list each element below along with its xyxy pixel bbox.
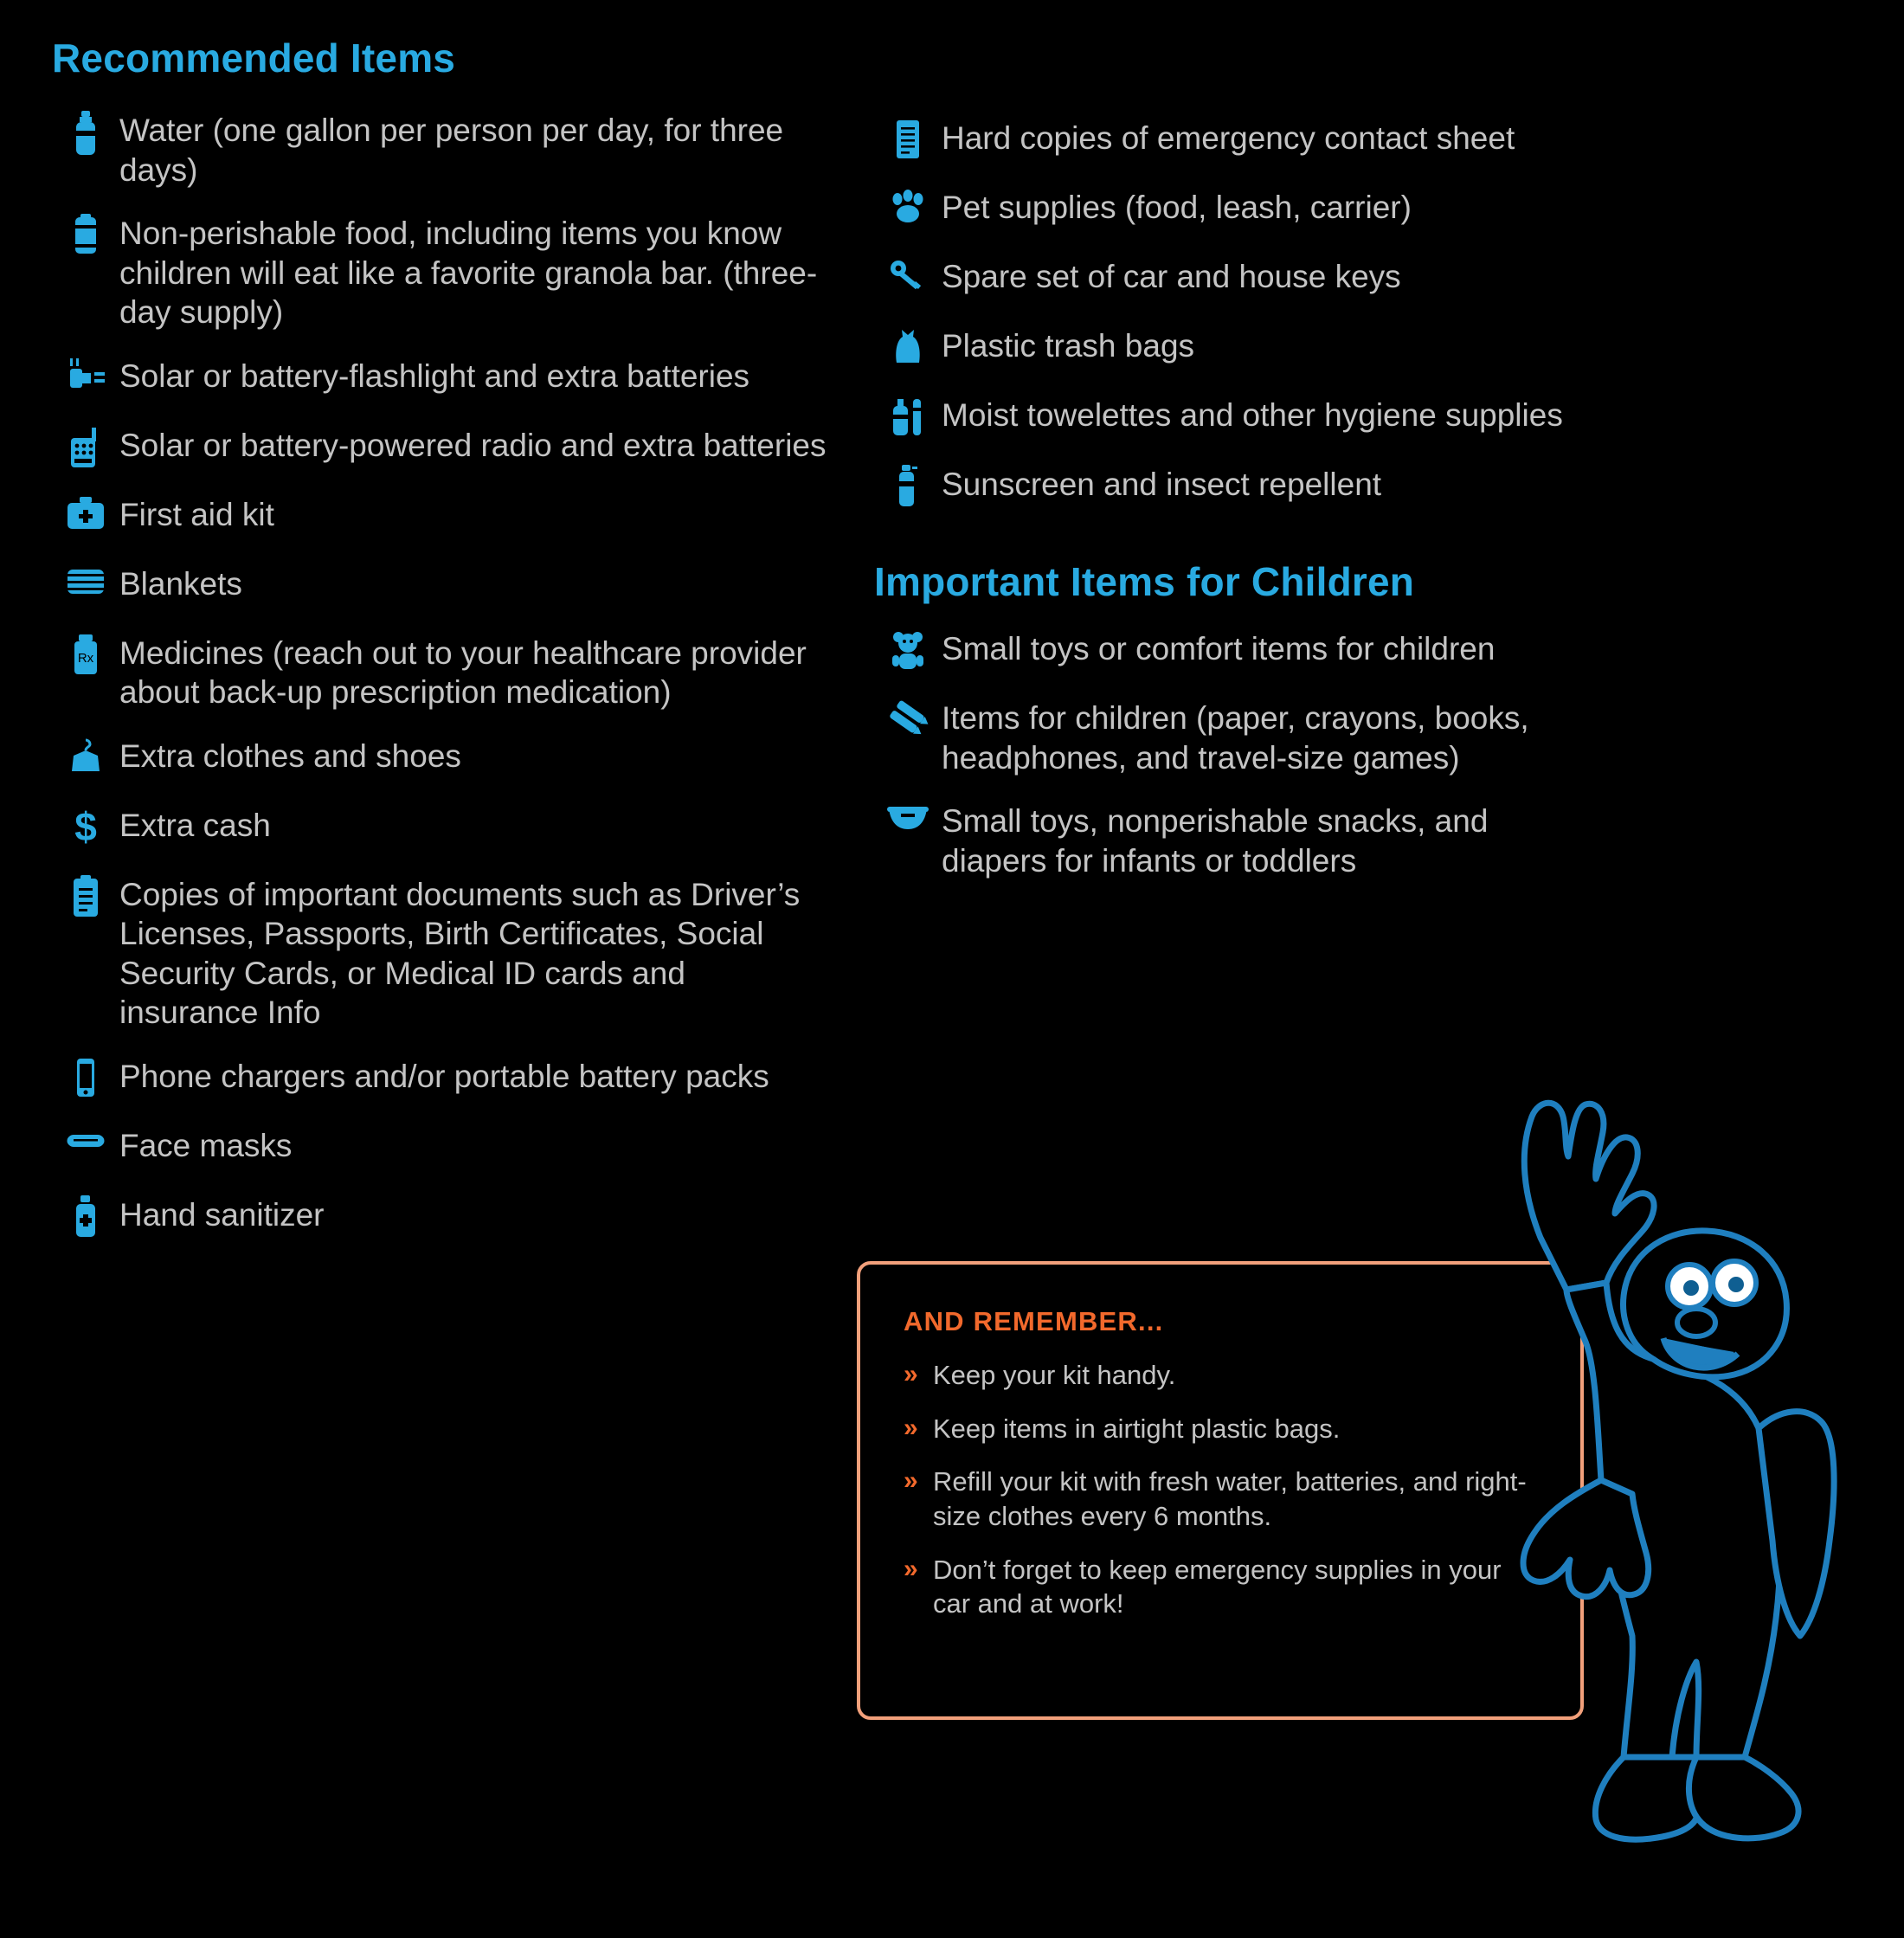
- list-item: [52, 563, 831, 609]
- list-item: [52, 355, 831, 402]
- key-icon: [874, 255, 942, 302]
- list-item: [52, 424, 831, 471]
- item-label: Small toys, nonperishable snacks, and diapers for infants or toddlers: [942, 803, 1489, 879]
- list-item: [52, 109, 831, 190]
- item-label: Sunscreen and insect repellent: [942, 467, 1382, 502]
- blanket-icon: [52, 563, 119, 609]
- remember-item-label: Don’t forget to keep emergency supplies in your car and at work!: [933, 1554, 1502, 1619]
- list-item: [52, 493, 831, 540]
- documents-clipboard-icon: [52, 873, 119, 920]
- face-mask-icon: [52, 1124, 119, 1171]
- list-item: [52, 1194, 831, 1240]
- trash-bag-icon: [874, 325, 942, 371]
- canned-food-icon: [52, 212, 119, 259]
- right-items-column: [874, 117, 1592, 903]
- item-label: Solar or battery-flashlight and extra batteries: [119, 357, 750, 394]
- remember-item-label: Refill your kit with fresh water, batteries, and right-size clothes every 6 months.: [933, 1466, 1527, 1532]
- remember-item-label: Keep your kit handy.: [933, 1360, 1176, 1390]
- item-label: Water (one gallon per person per day, for three days): [119, 113, 784, 188]
- svg-text:$: $: [74, 805, 97, 847]
- chevron-right-icon: »: [904, 1466, 918, 1496]
- item-label: Plastic trash bags: [942, 328, 1195, 364]
- crayons-icon: [874, 697, 942, 744]
- list-item: [874, 800, 1592, 880]
- recommended-items-list-right: [874, 117, 1592, 510]
- phone-charger-icon: [52, 1055, 119, 1102]
- list-item: [52, 632, 831, 712]
- list-item: [874, 394, 1592, 441]
- document-sheet-icon: [874, 117, 942, 164]
- item-label: Solar or battery-powered radio and extra batteries: [119, 427, 827, 463]
- spray-bottle-icon: [874, 463, 942, 510]
- recommended-items-list: [52, 109, 831, 1240]
- item-label: Extra clothes and shoes: [119, 737, 461, 774]
- water-bottle-icon: [52, 109, 119, 156]
- list-item: [874, 186, 1592, 233]
- item-label: Pet supplies (food, leash, carrier): [942, 190, 1412, 225]
- medicine-bottle-icon: [52, 632, 119, 679]
- list-item: [52, 1055, 831, 1102]
- hand-sanitizer-icon: [52, 1194, 119, 1240]
- paw-print-icon: [874, 186, 942, 233]
- list-item: [52, 804, 831, 851]
- clothes-hanger-icon: [52, 735, 119, 782]
- item-label: Items for children (paper, crayons, books, headphones, and travel-size games): [942, 700, 1529, 776]
- item-label: Copies of important documents such as Driver’s Licenses, Passports, Birth Certificates, Social Security Cards, or Medical ID cards and insurance Info: [119, 876, 801, 1030]
- item-label: Moist towelettes and other hygiene supplies: [942, 397, 1563, 433]
- children-items-list: [874, 628, 1592, 880]
- svg-text:Rx: Rx: [77, 650, 94, 666]
- torn-edge-decoration: [0, 1886, 1255, 1938]
- item-label: Non-perishable food, including items you know children will eat like a favorite granola bar. (three-day supply): [119, 216, 818, 330]
- chevron-right-icon: »: [904, 1413, 918, 1442]
- first-aid-kit-icon: [52, 493, 119, 540]
- dollar-sign-icon: [52, 804, 119, 851]
- remember-title: AND REMEMBER...: [904, 1306, 1164, 1336]
- list-item: [874, 117, 1592, 164]
- list-item: [874, 255, 1592, 302]
- list-item: [52, 873, 831, 1033]
- item-label: Medicines (reach out to your healthcare provider about back-up prescription medication): [119, 634, 807, 710]
- chevron-right-icon: »: [904, 1360, 918, 1388]
- item-label: Hand sanitizer: [119, 1196, 325, 1233]
- item-label: Blankets: [119, 565, 242, 602]
- flashlight-icon: [52, 355, 119, 402]
- list-item: [874, 463, 1592, 510]
- item-label: Extra cash: [119, 807, 271, 843]
- recommended-items-column: [52, 35, 831, 1263]
- item-label: First aid kit: [119, 496, 274, 532]
- item-label: Face masks: [119, 1127, 293, 1163]
- diaper-icon: [874, 800, 942, 847]
- list-item: [52, 212, 831, 332]
- list-item: [874, 325, 1592, 371]
- item-label: Hard copies of emergency contact sheet: [942, 120, 1515, 156]
- list-item: [52, 1124, 831, 1171]
- radio-icon: [52, 424, 119, 471]
- list-item: [874, 697, 1592, 777]
- list-item: [874, 628, 1592, 674]
- chevron-right-icon: »: [904, 1554, 918, 1583]
- item-label: Spare set of car and house keys: [942, 259, 1401, 294]
- teddy-bear-icon: [874, 628, 942, 674]
- item-label: Small toys or comfort items for children: [942, 631, 1496, 666]
- towelettes-icon: [874, 394, 942, 441]
- remember-item-label: Keep items in airtight plastic bags.: [933, 1413, 1341, 1444]
- page-title: Recommended Items: [52, 35, 456, 80]
- children-section-title: Important Items for Children: [874, 559, 1415, 604]
- grover-character-illustration: [1437, 978, 1887, 1896]
- item-label: Phone chargers and/or portable battery packs: [119, 1058, 769, 1094]
- list-item: [52, 735, 831, 782]
